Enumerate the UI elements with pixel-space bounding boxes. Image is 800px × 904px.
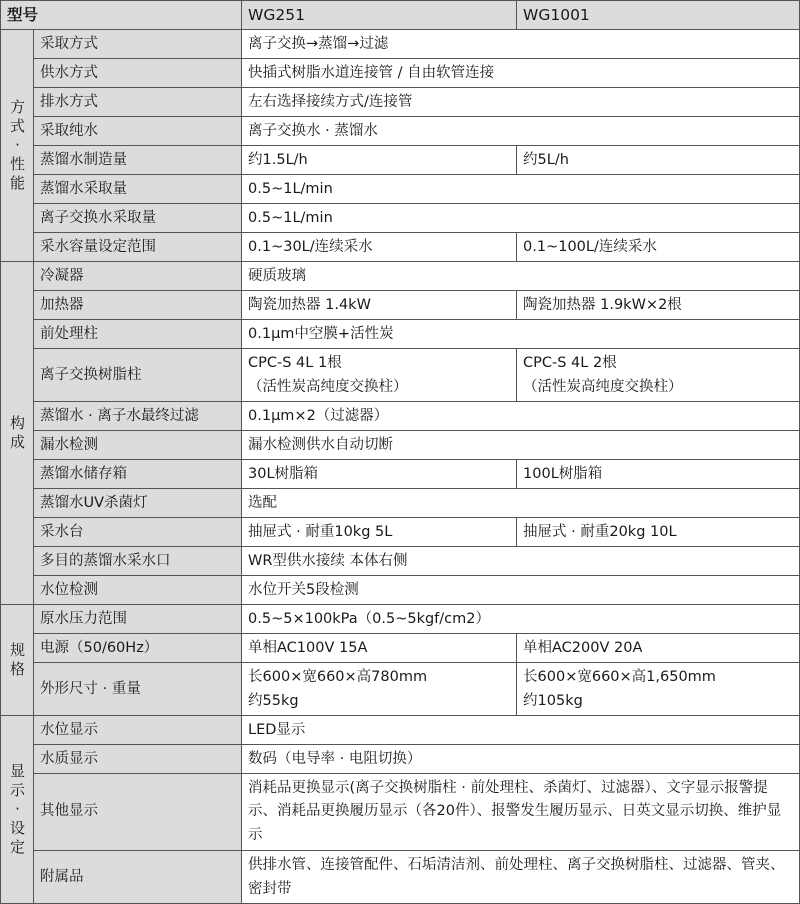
row-value: 水位开关5段检测 [242,576,800,605]
group-spec: 规格 [1,605,34,716]
row-label: 蒸馏水UV杀菌灯 [34,489,242,518]
table-row [1,59,800,88]
row-value-b: 约5L/h [517,146,800,175]
row-value-b [517,663,800,716]
table-row [1,175,800,204]
row-label: 采取纯水 [34,117,242,146]
table-row [1,117,800,146]
row-label: 多目的蒸馏水采水口 [34,547,242,576]
row-label: 冷凝器 [34,262,242,291]
row-label: 其他显示 [34,774,242,851]
row-value-b: 抽屉式 · 耐重20kg 10L [517,518,800,547]
table-row [1,745,800,774]
table-row [1,30,800,59]
row-value-a: 抽屉式 · 耐重10kg 5L [242,518,517,547]
row-value-a [242,663,517,716]
table-row [1,518,800,547]
value-line: CPC-S 4L 1根 [248,355,342,371]
value-line: （活性炭高纯度交换柱） [523,379,683,395]
row-label: 蒸馏水储存箱 [34,460,242,489]
table-row [1,489,800,518]
row-value-b: 陶瓷加热器 1.9kW×2根 [517,291,800,320]
row-label: 原水压力范围 [34,605,242,634]
row-value: 漏水检测供水自动切断 [242,431,800,460]
table-row [1,851,800,904]
row-value: 供排水管、连接管配件、石垢清洁剂、前处理柱、离子交换树脂柱、过滤器、管夹、密封带 [242,851,800,904]
row-label: 蒸馏水制造量 [34,146,242,175]
row-value-b: 0.1~100L/连续采水 [517,233,800,262]
table-row [1,460,800,489]
table-row [1,576,800,605]
row-label: 加热器 [34,291,242,320]
row-label: 采水台 [34,518,242,547]
row-value: 消耗品更换显示(离子交换树脂柱 · 前处理柱、杀菌灯、过滤器）、文字显示报警提示、消耗品更换履历显示（各20件）、报警发生履历显示、日英文显示切换、维护显示 [242,774,800,851]
row-value: 0.1μm×2（过滤器） [242,402,800,431]
row-label: 采取方式 [34,30,242,59]
table-row [1,547,800,576]
table-row [1,349,800,402]
row-label: 漏水检测 [34,431,242,460]
row-value: 选配 [242,489,800,518]
table-row [1,233,800,262]
model-b-header: WG1001 [517,1,800,30]
row-label: 蒸馏水采取量 [34,175,242,204]
row-label: 采水容量设定范围 [34,233,242,262]
table-row [1,320,800,349]
table-row [1,146,800,175]
model-a-header: WG251 [242,1,517,30]
row-label: 蒸馏水 · 离子水最终过滤 [34,402,242,431]
row-value-a: 30L树脂箱 [242,460,517,489]
table-row [1,634,800,663]
row-label: 水位显示 [34,716,242,745]
table-row [1,402,800,431]
row-label: 水位检测 [34,576,242,605]
group-structure: 构成 [1,262,34,605]
table-row [1,431,800,460]
row-value-b [517,349,800,402]
row-label: 离子交换树脂柱 [34,349,242,402]
model-label: 型号 [1,1,242,30]
row-value: 0.5~5×100kPa（0.5~5kgf/cm2） [242,605,800,634]
value-line: 长600×宽660×高1,650mm [523,669,716,685]
row-label: 前处理柱 [34,320,242,349]
row-label: 排水方式 [34,88,242,117]
value-line: CPC-S 4L 2根 [523,355,617,371]
table-row [1,663,800,716]
row-value: 左右选择接续方式/连接管 [242,88,800,117]
row-value-b: 单相AC200V 20A [517,634,800,663]
table-row [1,262,800,291]
row-value: 0.5~1L/min [242,204,800,233]
table-row [1,88,800,117]
row-value: 数码（电导率 · 电阻切换） [242,745,800,774]
value-line: （活性炭高纯度交换柱） [248,379,408,395]
group-display: 显示·设定 [1,716,34,904]
table-row [1,774,800,851]
row-label: 附属品 [34,851,242,904]
row-value-a: 单相AC100V 15A [242,634,517,663]
table-row [1,204,800,233]
table-row [1,605,800,634]
row-value-a [242,349,517,402]
row-label: 离子交换水采取量 [34,204,242,233]
value-line: 长600×宽660×高780mm [248,669,428,685]
row-value: 快插式树脂水道连接管 / 自由软管连接 [242,59,800,88]
row-value-a: 0.1~30L/连续采水 [242,233,517,262]
row-label: 电源（50/60Hz） [34,634,242,663]
row-value: 0.1μm中空膜+活性炭 [242,320,800,349]
table-row [1,291,800,320]
row-label: 供水方式 [34,59,242,88]
row-value-a: 约1.5L/h [242,146,517,175]
row-value: LED显示 [242,716,800,745]
row-value-b: 100L树脂箱 [517,460,800,489]
row-value-a: 陶瓷加热器 1.4kW [242,291,517,320]
row-value: 硬质玻璃 [242,262,800,291]
table-row [1,716,800,745]
group-method: 方式·性能 [1,30,34,262]
row-label: 水质显示 [34,745,242,774]
row-label: 外形尺寸 · 重量 [34,663,242,716]
value-line: 约55kg [248,693,299,709]
row-value: 离子交换水 · 蒸馏水 [242,117,800,146]
value-line: 约105kg [523,693,583,709]
row-value: 0.5~1L/min [242,175,800,204]
row-value: WR型供水接续 本体右侧 [242,547,800,576]
row-value: 离子交换→蒸馏→过滤 [242,30,800,59]
header-row [1,1,800,30]
